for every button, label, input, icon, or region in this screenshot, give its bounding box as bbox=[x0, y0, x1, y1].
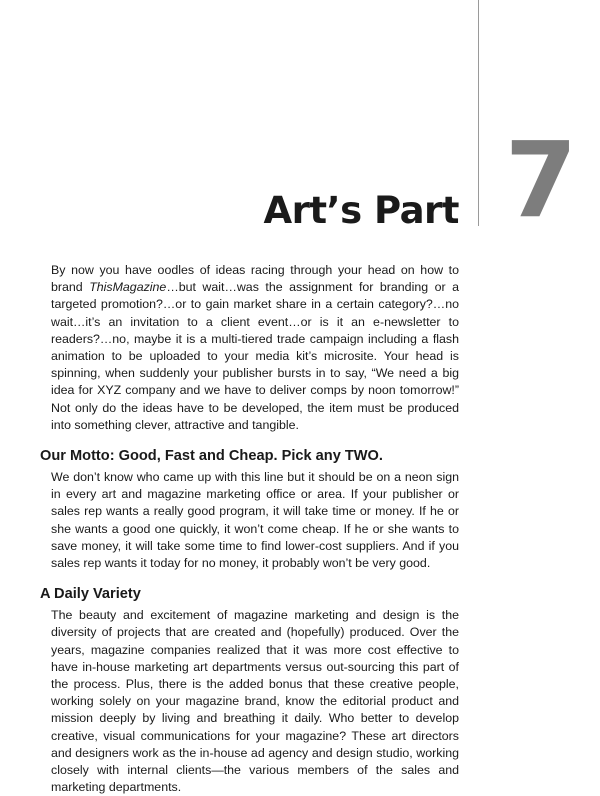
intro-lead-text: By now you have oodles of ideas racing through your head on how to brand bbox=[51, 263, 459, 295]
intro-rest-text: …but wait…was the assignment for branding or a targeted promotion?…or to gain market share in a certain category?…no wait…it’s an invitation to a client event…or is it an e-newsletter to readers?…no, maybe it is a multi-tiered trade campaign including a flash animation to be uploaded to your media kit’s microsite. Your head is spinning, when suddenly your publisher bursts in to say, “We need a big idea for XYZ company and we have to deliver comps by noon tomorrow!” Not only do the ideas have to be developed, the item must be produced into something clever, attractive and tangible. bbox=[51, 280, 459, 432]
section-heading-motto: Our Motto: Good, Fast and Cheap. Pick any TWO. bbox=[40, 448, 383, 465]
chapter-number: 7 bbox=[504, 119, 578, 241]
section-body-daily-variety: The beauty and excitement of magazine marketing and design is the diversity of projects that are created and (hopefully) produced. Over the years, magazine companies realized that it was more cost effective to have in-house marketing art departments versus out-sourcing this part of the process. Plus, there is the added bonus that these creative people, working solely on your magazine brand, know the editorial product and mission deeply by living and breathing it daily. Who better to develop creative, visual communications for your magazine? These art directors and designers work as the in-house ad agency and design studio, working closely with internal clients—the various members of the sales and marketing departments. bbox=[51, 608, 459, 795]
intro-paragraph bbox=[51, 262, 459, 434]
chapter-title: Art’s Part bbox=[263, 189, 459, 232]
section-body-motto: We don’t know who came up with this line but it should be on a neon sign in every art and magazine marketing office or area. If your publisher or sales rep wants a really good program, it will take time or money. If he or she wants a good one quickly, it won’t come cheap. If he or she wants to save money, it will take some time to find lower-cost suppliers. And if you sales rep wants it today for no money, it probably won’t be very good. bbox=[51, 470, 459, 571]
chapter-body bbox=[40, 262, 459, 796]
section-heading-daily-variety: A Daily Variety bbox=[40, 586, 141, 603]
chapter-divider-rule bbox=[478, 0, 479, 226]
magazine-name: ThisMagazine bbox=[89, 280, 167, 295]
